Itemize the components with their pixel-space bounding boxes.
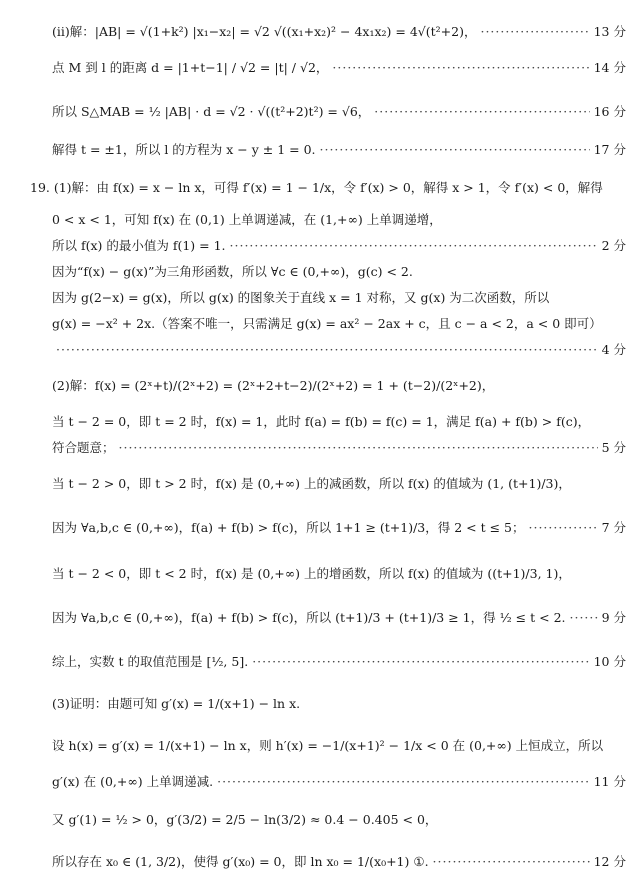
line-text: 解得 t = ±1，所以 l 的方程为 x − y ± 1 = 0.	[52, 142, 316, 157]
score-label: 5 分	[601, 440, 626, 455]
line-minimum-value	[52, 238, 626, 254]
leader-dots	[332, 60, 589, 76]
line-symmetry	[52, 290, 626, 306]
line-satisfies	[52, 440, 626, 456]
line-text: 因为 g(2−x) = g(x)，所以 g(x) 的图象关于直线 x = 1 对称，又 g(x) 为二次函数，所以	[52, 290, 550, 305]
line-existence-x0	[52, 854, 626, 870]
line-part3-derivative	[52, 696, 626, 712]
leader-dots	[320, 142, 590, 158]
line-text: 所以存在 x₀ ∈ (1, 3/2)，使得 g′(x₀) = 0，即 ln x₀ = 1/(x₀+1) ①.	[52, 854, 429, 869]
score-label: 13 分	[593, 24, 626, 39]
line-h-derivative	[52, 738, 626, 754]
line-distance-m-to-l	[52, 60, 626, 76]
leader-dots	[56, 342, 598, 358]
leader-dots	[480, 24, 589, 40]
line-conclusion-range	[52, 654, 626, 670]
line-text: 0 < x < 1，可知 f(x) 在 (0,1) 上单调递减，在 (1,+∞) 上单调递增，	[52, 212, 442, 227]
line-text: g′(x) 在 (0,+∞) 上单调递减.	[52, 774, 214, 789]
score-label: 17 分	[593, 142, 626, 157]
score-label: 16 分	[593, 104, 626, 119]
score-label: 4 分	[601, 342, 626, 357]
line-text: 又 g′(1) = ½ > 0，g′(3/2) = 2/5 − ln(3/2) ≈ 0.4 − 0.405 < 0，	[52, 812, 438, 827]
line-text: 19. (1)解：由 f(x) = x − ln x，可得 f′(x) = 1 − 1/x，令 f′(x) > 0，解得 x > 1，令 f′(x) < 0，解得	[30, 180, 603, 195]
line-triangle-area	[52, 104, 626, 120]
line-text: 所以 f(x) 的最小值为 f(1) = 1.	[52, 238, 226, 253]
leader-dots	[529, 520, 598, 536]
line-score-4	[52, 342, 626, 358]
line-text: g(x) = −x² + 2x.（答案不唯一，只需满足 g(x) = ax² − 2ax + c，且 c − a < 2，a < 0 即可）	[52, 316, 602, 331]
line-monotonic-intervals	[52, 212, 626, 228]
line-text: 所以 S△MAB = ½ |AB| · d = √2 · √((t²+2)t²) = √6，	[52, 104, 371, 119]
line-text: (2)解：f(x) = (2ˣ+t)/(2ˣ+2) = (2ˣ+2+t−2)/(2ˣ+2) = 1 + (t−2)/(2ˣ+2)，	[52, 378, 495, 393]
score-label: 14 分	[593, 60, 626, 75]
line-line-equation	[52, 142, 626, 158]
score-label: 2 分	[601, 238, 626, 253]
line-case-t-equals-2	[52, 414, 626, 430]
leader-dots	[230, 238, 598, 254]
leader-dots	[119, 440, 598, 456]
leader-dots	[570, 610, 598, 626]
line-q19-part1-start	[30, 180, 626, 196]
line-triangle-function	[52, 264, 626, 280]
line-text: 综上，实数 t 的取值范围是 [½, 5].	[52, 654, 249, 669]
line-g-prime-values	[52, 812, 626, 828]
line-part2-ii-ab-length	[52, 24, 626, 40]
score-label: 9 分	[601, 610, 626, 625]
line-text: 因为 ∀a,b,c ∈ (0,+∞)，f(a) + f(b) > f(c)，所以 (t+1)/3 + (t+1)/3 ≥ 1，得 ½ ≤ t < 2.	[52, 610, 566, 625]
line-g-expression	[52, 316, 626, 332]
line-text: 设 h(x) = g′(x) = 1/(x+1) − ln x，则 h′(x) = −1/(x+1)² − 1/x < 0 在 (0,+∞) 上恒成立，所以	[52, 738, 604, 753]
leader-dots	[374, 104, 589, 120]
leader-dots	[252, 654, 589, 670]
line-text: 因为 ∀a,b,c ∈ (0,+∞)，f(a) + f(b) > f(c)，所以 1+1 ≥ (t+1)/3，得 2 < t ≤ 5；	[52, 520, 525, 535]
score-label: 11 分	[593, 774, 626, 789]
line-part2-f-rewrite	[52, 378, 626, 394]
line-text: 当 t − 2 > 0，即 t > 2 时，f(x) 是 (0,+∞) 上的减函数，所以 f(x) 的值域为 (1, (t+1)/3)，	[52, 476, 571, 491]
line-case-t-greater-2	[52, 476, 626, 492]
line-text: 当 t − 2 < 0，即 t < 2 时，f(x) 是 (0,+∞) 上的增函数，所以 f(x) 的值域为 ((t+1)/3, 1)，	[52, 566, 571, 581]
line-range-2-to-5	[52, 520, 626, 536]
leader-dots	[433, 854, 590, 870]
line-text: 点 M 到 l 的距离 d = |1+t−1| / √2 = |t| / √2，	[52, 60, 329, 75]
score-label: 10 分	[593, 654, 626, 669]
line-text: 符合题意；	[52, 440, 115, 455]
line-text: 当 t − 2 = 0，即 t = 2 时，f(x) = 1，此时 f(a) = f(b) = f(c) = 1，满足 f(a) + f(b) > f(c)，	[52, 414, 591, 429]
leader-dots	[217, 774, 590, 790]
score-label: 12 分	[593, 854, 626, 869]
score-label: 7 分	[601, 520, 626, 535]
line-case-t-less-2	[52, 566, 626, 582]
line-text: (3)证明：由题可知 g′(x) = 1/(x+1) − ln x.	[52, 696, 301, 711]
line-text: 因为“f(x) − g(x)”为三角形函数，所以 ∀c ∈ (0,+∞)，g(c) < 2.	[52, 264, 413, 279]
line-text: (ii)解：|AB| = √(1+k²) |x₁−x₂| = √2 √((x₁+x₂)² − 4x₁x₂) = 4√(t²+2)，	[52, 24, 477, 39]
line-range-half-to-2	[52, 610, 626, 626]
line-g-prime-decreasing	[52, 774, 626, 790]
